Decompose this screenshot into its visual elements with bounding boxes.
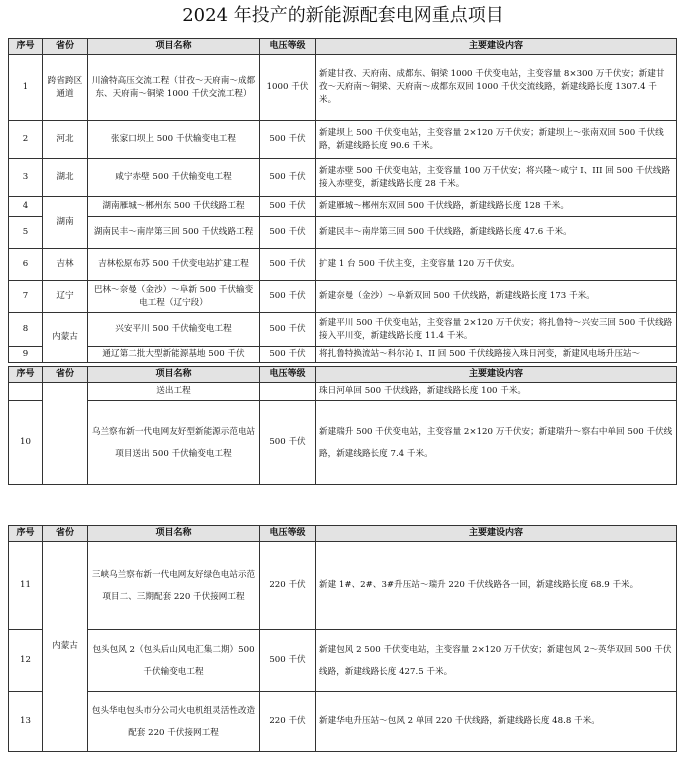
row-name: 张家口坝上 500 千伏输变电工程 [88,121,260,159]
row-no: 10 [9,401,43,485]
table-row [9,55,677,121]
row-name: 吉林松原布苏 500 千伏变电站扩建工程 [88,249,260,281]
header-voltage: 电压等级 [260,367,316,383]
table-row [9,542,677,630]
table-row [9,347,677,363]
row-voltage [260,383,316,401]
row-no: 6 [9,249,43,281]
table-row [9,249,677,281]
projects-table-3 [8,525,677,752]
row-content: 新建赤壁 500 千伏变电站，主变容量 100 万千伏安；将兴隆～咸宁 I、III 回 500 千伏线路接入赤壁变，新建线路长度 28 千米。 [316,159,677,197]
header-name: 项目名称 [88,367,260,383]
row-voltage: 220 千伏 [260,542,316,630]
row-content: 新建瑞升 500 千伏变电站，主变容量 2×120 万千伏安；新建瑞升～察右中单回 500 千伏线路，新建线路长度 7.4 千米。 [316,401,677,485]
row-no: 9 [9,347,43,363]
row-name: 湖南民丰～南岸第三回 500 千伏线路工程 [88,217,260,249]
row-content: 将扎鲁特换流站～科尔沁 I、II 回 500 千伏线路接入珠日河变，新建风电场升压站～ [316,347,677,363]
row-province: 内蒙古 [43,542,88,752]
header-no: 序号 [9,39,43,55]
row-no: 11 [9,542,43,630]
row-province: 内蒙古 [43,313,88,363]
header-content: 主要建设内容 [316,526,677,542]
table-row [9,692,677,752]
row-name: 巴林～奈曼（金沙）～阜新 500 千伏输变电工程（辽宁段） [88,281,260,313]
row-no: 4 [9,197,43,217]
row-content: 新建民丰～南岸第三回 500 千伏线路，新建线路长度 47.6 千米。 [316,217,677,249]
table-header-row [9,367,677,383]
row-name: 兴安平川 500 千伏输变电工程 [88,313,260,347]
row-no: 8 [9,313,43,347]
row-province: 湖南 [43,197,88,249]
table-row [9,217,677,249]
row-voltage: 500 千伏 [260,630,316,692]
header-voltage: 电压等级 [260,526,316,542]
projects-table-2 [8,366,677,485]
row-voltage: 500 千伏 [260,249,316,281]
projects-table-1 [8,38,677,363]
table-row [9,401,677,485]
table-header-row [9,39,677,55]
row-province: 河北 [43,121,88,159]
row-name: 咸宁赤壁 500 千伏输变电工程 [88,159,260,197]
table-row [9,159,677,197]
row-content: 新建华电升压站～包风 2 单回 220 千伏线路，新建线路长度 48.8 千米。 [316,692,677,752]
row-voltage: 500 千伏 [260,281,316,313]
table-header-row [9,526,677,542]
header-no: 序号 [9,526,43,542]
row-content: 新建包风 2 500 千伏变电站，主变容量 2×120 万千伏安；新建包风 2～英华双回 500 千伏线路，新建线路长度 427.5 千米。 [316,630,677,692]
row-name: 湖南雁城～郴州东 500 千伏线路工程 [88,197,260,217]
row-content: 新建 1#、2#、3#升压站～瑞升 220 千伏线路各一回，新建线路长度 68.9 千米。 [316,542,677,630]
header-province: 省份 [43,367,88,383]
row-no: 12 [9,630,43,692]
row-voltage: 500 千伏 [260,313,316,347]
row-name: 包头华电包头市分公司火电机组灵活性改造配套 220 千伏接网工程 [88,692,260,752]
row-province: 辽宁 [43,281,88,313]
header-no: 序号 [9,367,43,383]
row-no: 1 [9,55,43,121]
row-voltage: 500 千伏 [260,347,316,363]
row-voltage: 500 千伏 [260,159,316,197]
row-no: 3 [9,159,43,197]
row-voltage: 500 千伏 [260,121,316,159]
row-province: 吉林 [43,249,88,281]
header-name: 项目名称 [88,526,260,542]
row-no: 7 [9,281,43,313]
header-content: 主要建设内容 [316,39,677,55]
row-name: 乌兰察布新一代电网友好型新能源示范电站项目送出 500 千伏输变电工程 [88,401,260,485]
header-province: 省份 [43,39,88,55]
row-voltage: 220 千伏 [260,692,316,752]
row-name: 通辽第二批大型新能源基地 500 千伏 [88,347,260,363]
table-row [9,281,677,313]
row-name-continued: 送出工程 [88,383,260,401]
row-no: 5 [9,217,43,249]
header-content: 主要建设内容 [316,367,677,383]
row-province [43,383,88,485]
row-content-continued: 珠日河单回 500 千伏线路，新建线路长度 100 千米。 [316,383,677,401]
table-row [9,121,677,159]
row-content: 新建坝上 500 千伏变电站，主变容量 2×120 万千伏安；新建坝上～张南双回 500 千伏线路，新建线路长度 90.6 千米。 [316,121,677,159]
row-voltage: 500 千伏 [260,217,316,249]
row-content: 扩建 1 台 500 千伏主变，主变容量 120 万千伏安。 [316,249,677,281]
row-voltage: 500 千伏 [260,197,316,217]
row-province: 湖北 [43,159,88,197]
row-name: 三峡乌兰察布新一代电网友好绿色电站示范项目二、三期配套 220 千伏接网工程 [88,542,260,630]
row-no: 2 [9,121,43,159]
table-row [9,383,677,401]
page-title: 2024 年投产的新能源配套电网重点项目 [182,5,504,26]
row-voltage: 1000 千伏 [260,55,316,121]
row-name: 包头包风 2（包头后山风电汇集二期）500 千伏输变电工程 [88,630,260,692]
row-name: 川渝特高压交流工程（甘孜～天府南～成都东、天府南～铜梁 1000 千伏交流工程） [88,55,260,121]
header-voltage: 电压等级 [260,39,316,55]
row-province: 跨省跨区通道 [43,55,88,121]
row-content: 新建雁城～郴州东双回 500 千伏线路，新建线路长度 128 千米。 [316,197,677,217]
row-content: 新建甘孜、天府南、成都东、铜梁 1000 千伏变电站，主变容量 8×300 万千伏安；新建甘孜～天府南～铜梁、天府南～成都东双回 1000 千伏交流线路，新建线路长度 1307.4 千米。 [316,55,677,121]
row-no [9,383,43,401]
table-row [9,313,677,347]
table-row [9,197,677,217]
table-row [9,630,677,692]
row-voltage: 500 千伏 [260,401,316,485]
header-province: 省份 [43,526,88,542]
header-name: 项目名称 [88,39,260,55]
row-content: 新建奈曼（金沙）～阜新双回 500 千伏线路，新建线路长度 173 千米。 [316,281,677,313]
row-content: 新建平川 500 千伏变电站，主变容量 2×120 万千伏安；将扎鲁特～兴安三回 500 千伏线路接入平川变，新建线路长度 11.4 千米。 [316,313,677,347]
row-no: 13 [9,692,43,752]
